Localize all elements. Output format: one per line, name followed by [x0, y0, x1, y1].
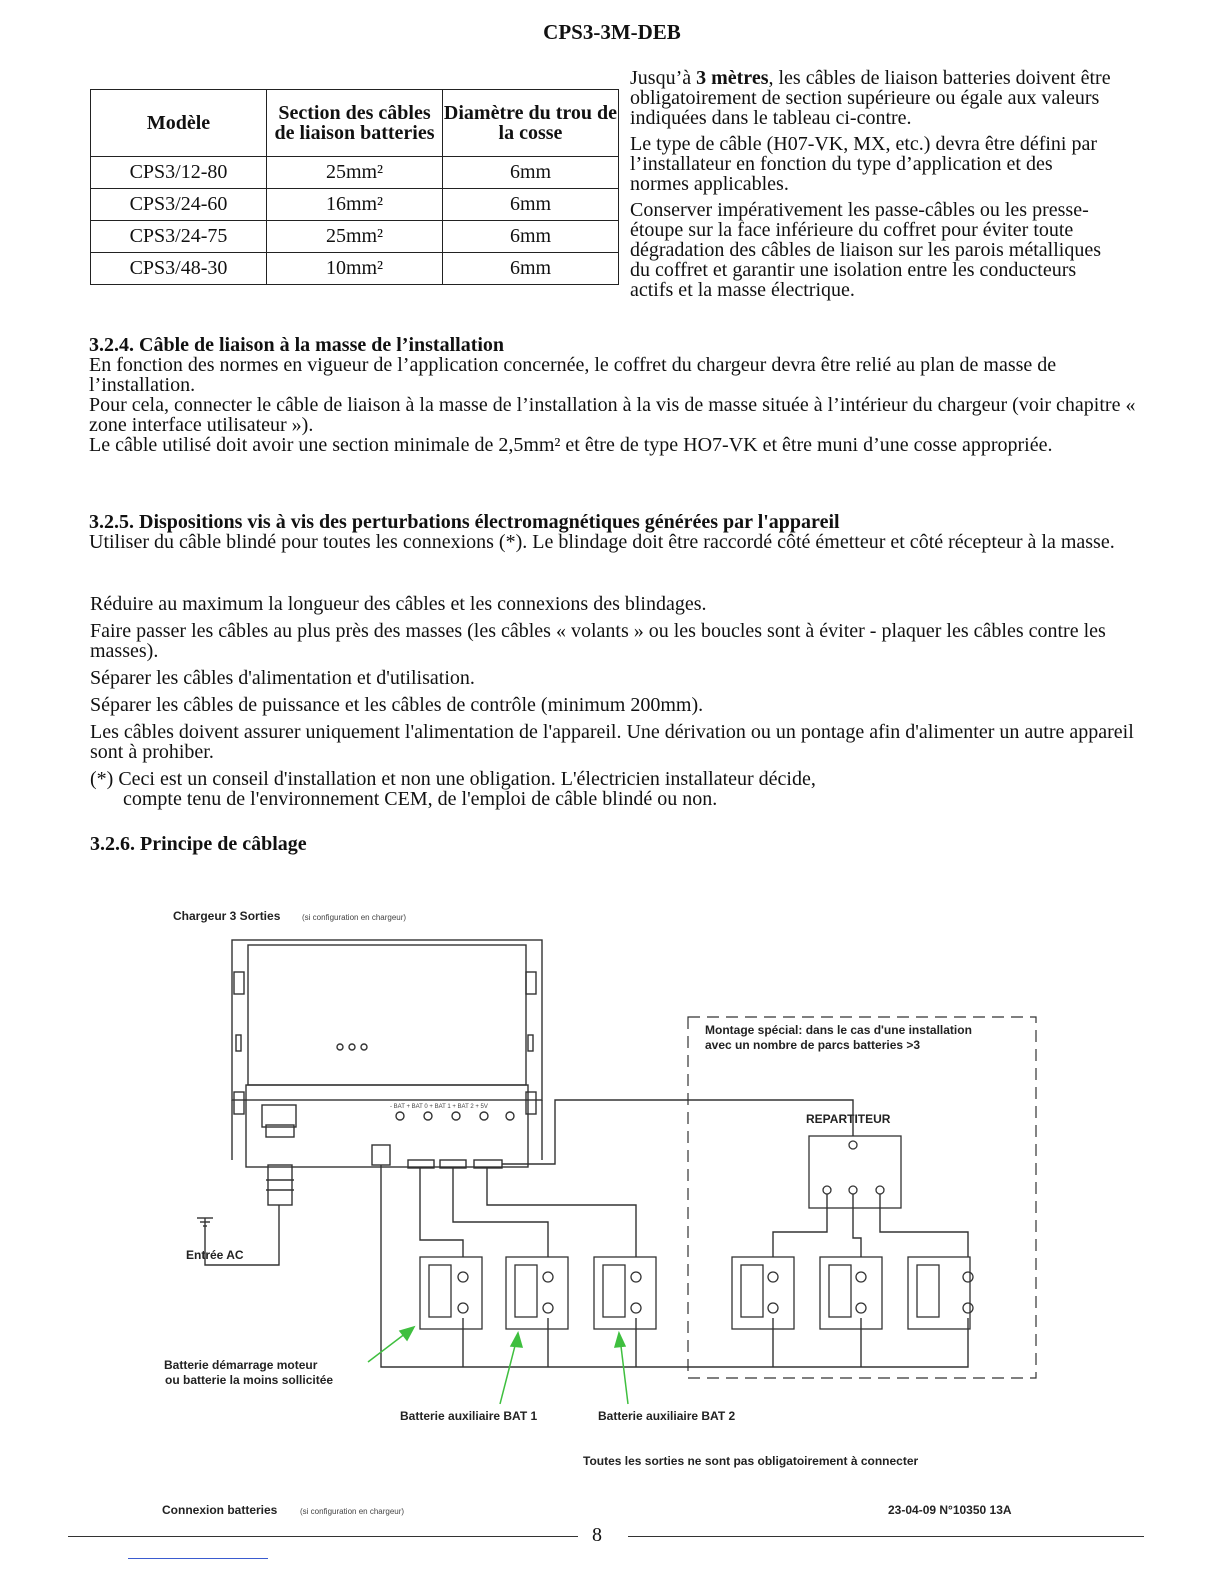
document-reference: 23-04-09 N°10350 13A — [888, 1503, 1012, 1517]
charger-title: Chargeur 3 Sorties — [173, 909, 281, 923]
page-number: 8 — [592, 1524, 602, 1546]
table-cell: CPS3/24-75 — [91, 221, 267, 253]
footnote-rule — [128, 1558, 268, 1559]
footnote: (*) Ceci est un conseil d'installation et non une obligation. L'électricien installateur décide, — [90, 768, 816, 790]
outputs-note: Toutes les sorties ne sont pas obligatoirement à connecter — [583, 1454, 919, 1468]
battery — [420, 1257, 482, 1329]
section-heading: 3.2.4. Câble de liaison à la masse de l’installation — [89, 334, 505, 356]
side-paragraph-cable-type: Le type de câble (H07-VK, MX, etc.) devra être défini par l’installateur en fonction du type d’application et des normes applicables. — [630, 133, 1098, 195]
battery — [732, 1257, 794, 1329]
charger-cabinet — [232, 940, 542, 1205]
document-title: CPS3-3M-DEB — [543, 20, 681, 44]
table-cell: 25mm² — [267, 157, 443, 189]
battery — [820, 1257, 882, 1329]
repartiteur-label: REPARTITEUR — [806, 1112, 891, 1126]
green-arrows — [368, 1327, 628, 1404]
aux-battery-1-label: Batterie auxiliaire BAT 1 — [400, 1409, 538, 1423]
paragraph: Utiliser du câble blindé pour toutes les connexions (*). Le blindage doit être raccordé côté émetteur et côté récepteur à la masse. — [89, 531, 1115, 553]
connection-caption: Connexion batteries — [162, 1503, 278, 1517]
table-cell: CPS3/12-80 — [91, 157, 267, 189]
battery — [908, 1257, 973, 1329]
table-cell: 6mm — [443, 189, 619, 221]
aux-battery-2-label: Batterie auxiliaire BAT 2 — [598, 1409, 736, 1423]
column-header: Section des câbles de liaison batteries — [267, 90, 443, 157]
column-header: Modèle — [91, 90, 267, 157]
section-heading: 3.2.5. Dispositions vis à vis des perturbations électromagnétiques générées par l'appareil — [89, 511, 840, 533]
footnote-continuation: compte tenu de l'environnement CEM, de l'emploi de câble blindé ou non. — [123, 788, 718, 810]
paragraph: Le câble utilisé doit avoir une section minimale de 2,5mm² et être de type HO7-VK et être muni d’une cosse appropriée. — [89, 434, 1053, 456]
list-item: Séparer les câbles de puissance et les câbles de contrôle (minimum 200mm). — [90, 694, 704, 716]
bold-length: 3 mètres — [696, 67, 769, 89]
footer-rule-left — [68, 1536, 578, 1537]
battery — [506, 1257, 568, 1329]
ac-input-label: Entrée AC — [186, 1248, 244, 1262]
special-note-line-2: avec un nombre de parcs batteries >3 — [705, 1038, 921, 1052]
table-cell: 16mm² — [267, 189, 443, 221]
start-battery-label-2: ou batterie la moins sollicitée — [165, 1373, 334, 1387]
column-header: Diamètre du trou de la cosse — [443, 90, 619, 157]
footer-rule-right — [628, 1536, 1144, 1537]
side-paragraph-length: Jusqu’à 3 mètres, les câbles de liaison batteries doivent être obligatoirement de section supérieure ou égale aux valeurs indiquées dans le tableau ci-contre. — [630, 67, 1111, 129]
paragraph: Pour cela, connecter le câble de liaison à la masse de l’installation à la vis de masse située à l’intérieur du chargeur (voir chapitre « zone interface utilisateur »). — [89, 394, 1136, 436]
list-item: Les câbles doivent assurer uniquement l'alimentation de l'appareil. Une dérivation ou un pontage afin d'alimenter un autre appareil sont à prohiber. — [90, 721, 1134, 763]
special-assembly-box — [688, 1017, 1036, 1378]
charger-subtitle: (si configuration en chargeur) — [302, 913, 407, 922]
start-battery-label-1: Batterie démarrage moteur — [164, 1358, 318, 1372]
table-cell: 6mm — [443, 221, 619, 253]
battery — [594, 1257, 656, 1329]
battery-banks — [420, 1257, 973, 1329]
section-heading: 3.2.6. Principe de câblage — [90, 833, 307, 855]
special-note-line-1: Montage spécial: dans le cas d'une installation — [705, 1023, 972, 1037]
side-paragraph-grommets: Conserver impérativement les passe-câbles ou les presse-étoupe sur la face inférieure du coffret pour éviter toute dégradation des câbles de liaison sur les parois métalliques du coffret et garantir une isolation entre les conducteurs actifs et la masse électrique. — [630, 199, 1101, 301]
table-cell: 6mm — [443, 253, 619, 285]
table-cell: CPS3/48-30 — [91, 253, 267, 285]
wiring-lines — [197, 1100, 968, 1367]
table-cell: 25mm² — [267, 221, 443, 253]
connection-caption-sub: (si configuration en chargeur) — [300, 1507, 405, 1516]
table-cell: 6mm — [443, 157, 619, 189]
terminal-labels: - BAT + BAT 0 + BAT 1 + BAT 2 + 5V — [390, 1104, 488, 1110]
table-cell: 10mm² — [267, 253, 443, 285]
list-item: Séparer les câbles d'alimentation et d'utilisation. — [90, 667, 475, 689]
table-cell: CPS3/24-60 — [91, 189, 267, 221]
repartiteur-box — [809, 1136, 901, 1208]
paragraph: En fonction des normes en vigueur de l’application concernée, le coffret du chargeur devra être relié au plan de masse de l’installation. — [89, 354, 1057, 396]
list-item: Faire passer les câbles au plus près des masses (les câbles « volants » ou les boucles sont à éviter - plaquer les câbles contre les masses). — [90, 620, 1106, 662]
list-item: Réduire au maximum la longueur des câbles et les connexions des blindages. — [90, 593, 707, 615]
